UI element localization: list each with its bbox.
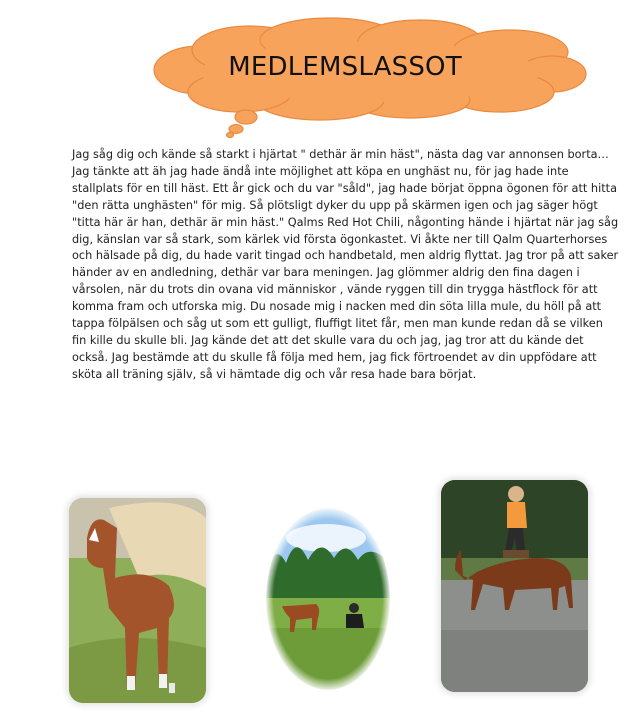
foal-photo [69, 498, 206, 703]
riding-photo [441, 480, 588, 692]
page-title: MEDLEMSLASSOT [228, 52, 462, 82]
article-text: Jag såg dig och kände så starkt i hjärtat " dethär är min häst", nästa dag var annonsen borta… Jag tänkte att äh jag hade ändå inte möjlighet att köpa en unghäst nu, för jag hade inte stallplats för en till häst. Ett år gick och du var "såld", jag hade börjat öppna ögonen för att hitta "den rätta unghästen" för mig. Så plötsligt dyker du upp på skärmen igen och jag säger högt "titta här är han, dethär är min häst." Qalms Red Hot Chili, någonting hände i hjärtat när jag såg dig, känslan var så stark, som kärlek vid första ögonkastet. Vi åkte ner till Qalm Quarterhorses och hälsade på dig, du hade varit tingad och handbetald, men aldrig flyttat. Jag tror på att saker händer av en andledning, dethär var bara meningen. Jag glömmer aldrig den fina dagen i vårsolen, när du trots din ovana vid människor , vände ryggen till din trygga hästflock för att komma fram och utforska mig. Du nosade mig i nacken med din söta lilla mule, du höll på att tappa fölpälsen och såg ut som ett gulligt, fluffigt litet får, men man kunde redan då se vilken fin kille du skulle bli. Jag kände det att det skulle vara du och jag, jag tror att du kände det också. Jag bestämde att du skulle få följa med hem, jag fick förtroendet av din uppfödare att sköta all träning själv, så vi hämtade dig och vår resa hade bara börjat. [72, 148, 619, 381]
field-photo [266, 508, 390, 690]
